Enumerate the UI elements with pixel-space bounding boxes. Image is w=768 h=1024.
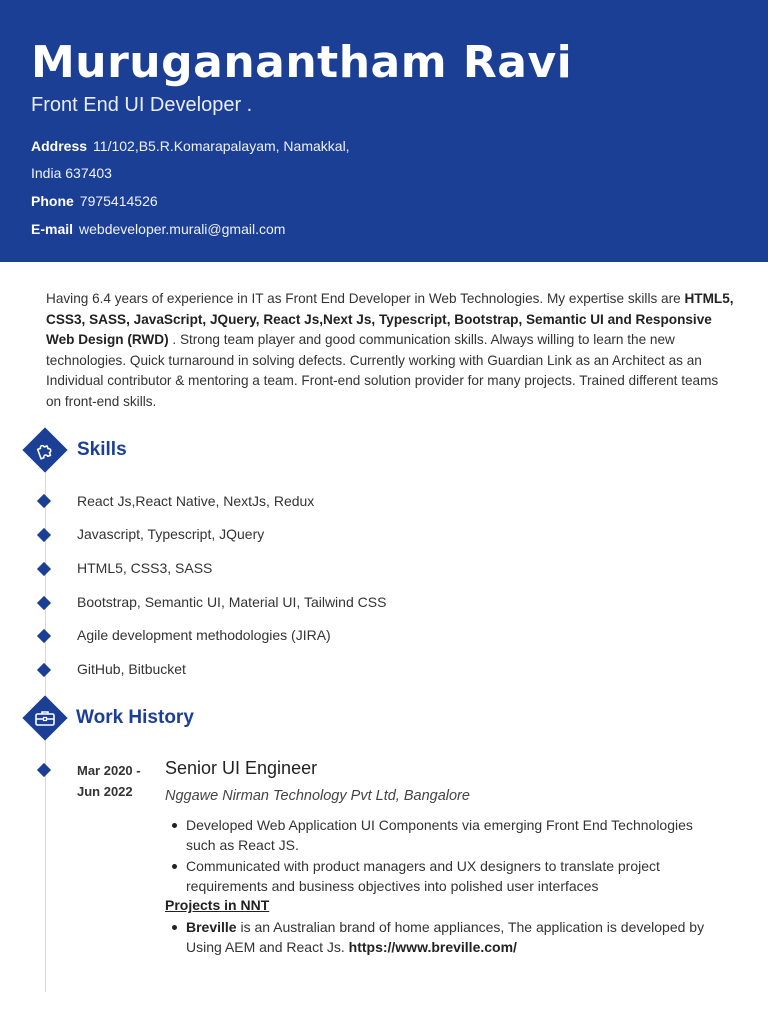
projects-heading: Projects in NNT — [165, 897, 270, 913]
skill-item: HTML5, CSS3, SASS — [77, 560, 213, 576]
puzzle-icon — [22, 427, 68, 473]
phone-label: Phone — [31, 193, 74, 209]
profile-summary — [46, 289, 736, 413]
project-link[interactable]: https://www.breville.com/ — [348, 939, 517, 956]
skill-item: Javascript, Typescript, JQuery — [77, 526, 265, 542]
email-label: E-mail — [31, 221, 74, 237]
skill-bullet-icon — [37, 528, 51, 542]
phone-value: 7975414526 — [79, 193, 158, 209]
project-list — [165, 917, 725, 958]
list-item: Developed Web Application UI Components via emerging Front End Technologies such as React JS. — [165, 815, 725, 856]
skill-bullet-icon — [37, 663, 51, 677]
address-line-2: India 637403 — [31, 165, 112, 181]
skill-bullet-icon — [37, 596, 51, 610]
summary-rest: . Strong team player and good communication skills. Always willing to learn the new technologies. Quick turnaround in solving defects. Currently working with Guardian Link as an Architect as an Individual contributor & mentoring a team. Front-end solution provider for many projects. Trained different teams on front-end skills. — [46, 332, 719, 409]
job-date-end: Jun 2022 — [77, 784, 133, 799]
list-item — [165, 917, 725, 958]
email-line — [31, 220, 285, 238]
resume-header — [0, 0, 768, 262]
list-item: Communicated with product managers and UX designers to translate project requirements and business objectives into polished user interfaces — [165, 856, 725, 897]
phone-line — [31, 192, 158, 210]
candidate-name: Muruganantham Ravi — [31, 37, 573, 88]
address-label: Address — [31, 138, 88, 154]
address-value: 11/102,B5.R.Komarapalayam, Namakkal, — [93, 138, 350, 154]
skills-heading: Skills — [77, 439, 127, 460]
project-name: Breville — [186, 919, 237, 935]
job-title: Senior UI Engineer — [165, 758, 318, 778]
summary-skills: HTML5, CSS3, SASS, JavaScript, JQuery, React Js,Next Js, Typescript, Bootstrap, Semantic UI and Responsive Web Design (RWD) — [46, 291, 734, 348]
job-bullet-icon — [37, 763, 51, 777]
job-date-start: Mar 2020 - — [77, 763, 141, 778]
candidate-title: Front End UI Developer . — [31, 94, 253, 116]
project-description: is an Australian brand of home appliances, The application is developed by Using AEM and React Js. — [186, 919, 705, 956]
job-duties — [165, 815, 725, 896]
skill-bullet-icon — [37, 562, 51, 576]
job-company: Nggawe Nirman Technology Pvt Ltd, Bangalore — [165, 788, 470, 804]
skill-item: Agile development methodologies (JIRA) — [77, 627, 331, 643]
address-line-1 — [31, 137, 350, 155]
skill-item: React Js,React Native, NextJs, Redux — [77, 493, 315, 509]
summary-intro: Having 6.4 years of experience in IT as Front End Developer in Web Technologies. My expertise skills are — [46, 291, 681, 306]
briefcase-icon — [22, 695, 68, 741]
email-value[interactable]: webdeveloper.murali@gmail.com — [79, 221, 286, 237]
skill-bullet-icon — [37, 629, 51, 643]
skill-item: Bootstrap, Semantic UI, Material UI, Tailwind CSS — [77, 594, 387, 610]
skill-item: GitHub, Bitbucket — [77, 661, 186, 677]
skill-bullet-icon — [37, 494, 51, 508]
work-history-heading: Work History — [76, 707, 194, 728]
